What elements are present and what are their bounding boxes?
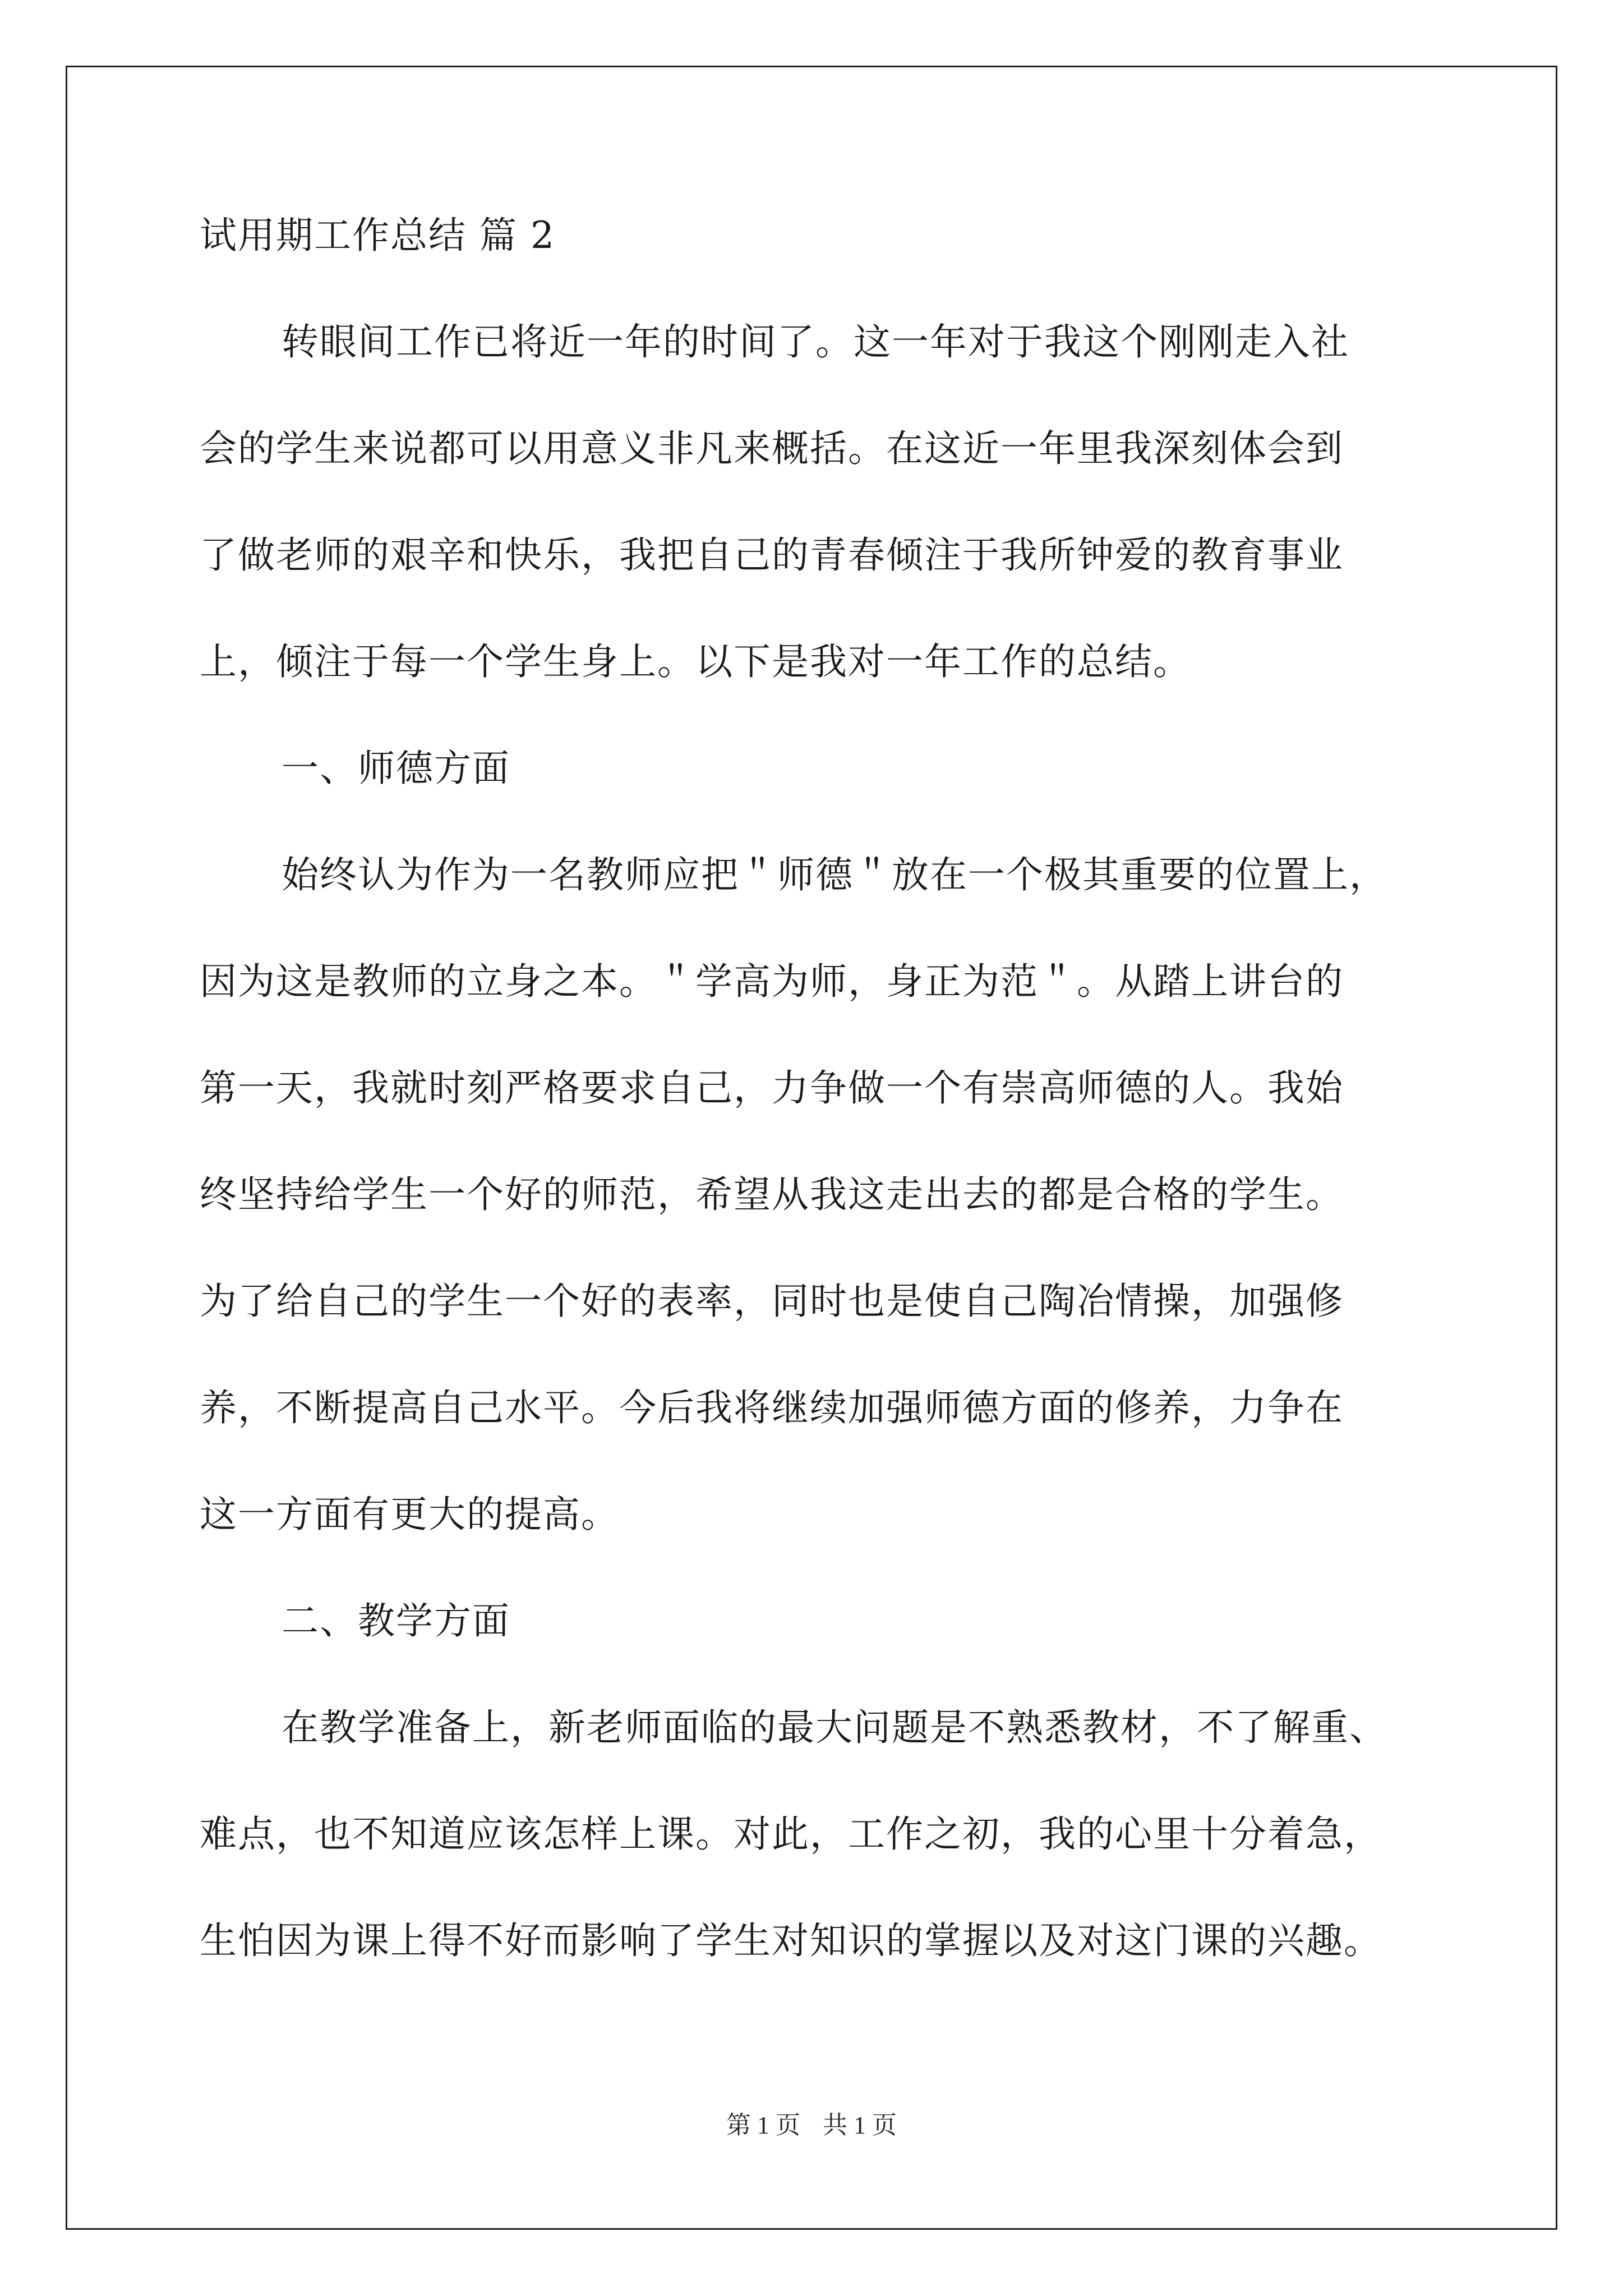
paragraph-line: 这一方面有更大的提高。 — [200, 1493, 619, 1536]
paragraph-line: 始终认为作为一名教师应把＂师德＂放在一个极其重要的位置上， — [282, 853, 1387, 896]
paragraph-line: 终坚持给学生一个好的师范，希望从我这走出去的都是合格的学生。 — [200, 1173, 1344, 1216]
paragraph-line: 生怕因为课上得不好而影响了学生对知识的掌握以及对这门课的兴趣。 — [200, 1919, 1382, 1962]
paragraph-line: 因为这是教师的立身之本。＂学高为师，身正为范＂。从踏上讲台的 — [200, 960, 1344, 1003]
page-footer — [0, 2111, 1623, 2140]
page-number: 第 1 页 — [726, 2111, 800, 2139]
paragraph-line: 在教学准备上，新老师面临的最大问题是不熟悉教材，不了解重、 — [282, 1706, 1387, 1749]
paragraph-line: 上，倾注于每一个学生身上。以下是我对一年工作的总结。 — [200, 640, 1191, 683]
document-body — [200, 213, 1433, 2025]
paragraph-line: 了做老师的艰辛和快乐，我把自己的青春倾注于我所钟爱的教育事业 — [200, 533, 1344, 577]
section-heading: 二、教学方面 — [282, 1599, 510, 1642]
paragraph-line: 转眼间工作已将近一年的时间了。这一年对于我这个刚刚走入社 — [282, 320, 1349, 364]
paragraph-line: 养，不断提高自己水平。今后我将继续加强师德方面的修养，力争在 — [200, 1386, 1344, 1429]
paragraph-line: 难点，也不知道应该怎样上课。对此，工作之初，我的心里十分着急， — [200, 1812, 1382, 1856]
section-heading: 一、师德方面 — [282, 747, 510, 790]
paragraph-line: 会的学生来说都可以用意义非凡来概括。在这近一年里我深刻体会到 — [200, 427, 1344, 470]
page-total: 共 1 页 — [823, 2111, 897, 2139]
paragraph-line: 为了给自己的学生一个好的表率，同时也是使自己陶冶情操，加强修 — [200, 1280, 1344, 1323]
document-title: 试用期工作总结 篇 2 — [200, 214, 555, 257]
paragraph-line: 第一天，我就时刻严格要求自己，力争做一个有崇高师德的人。我始 — [200, 1066, 1344, 1110]
